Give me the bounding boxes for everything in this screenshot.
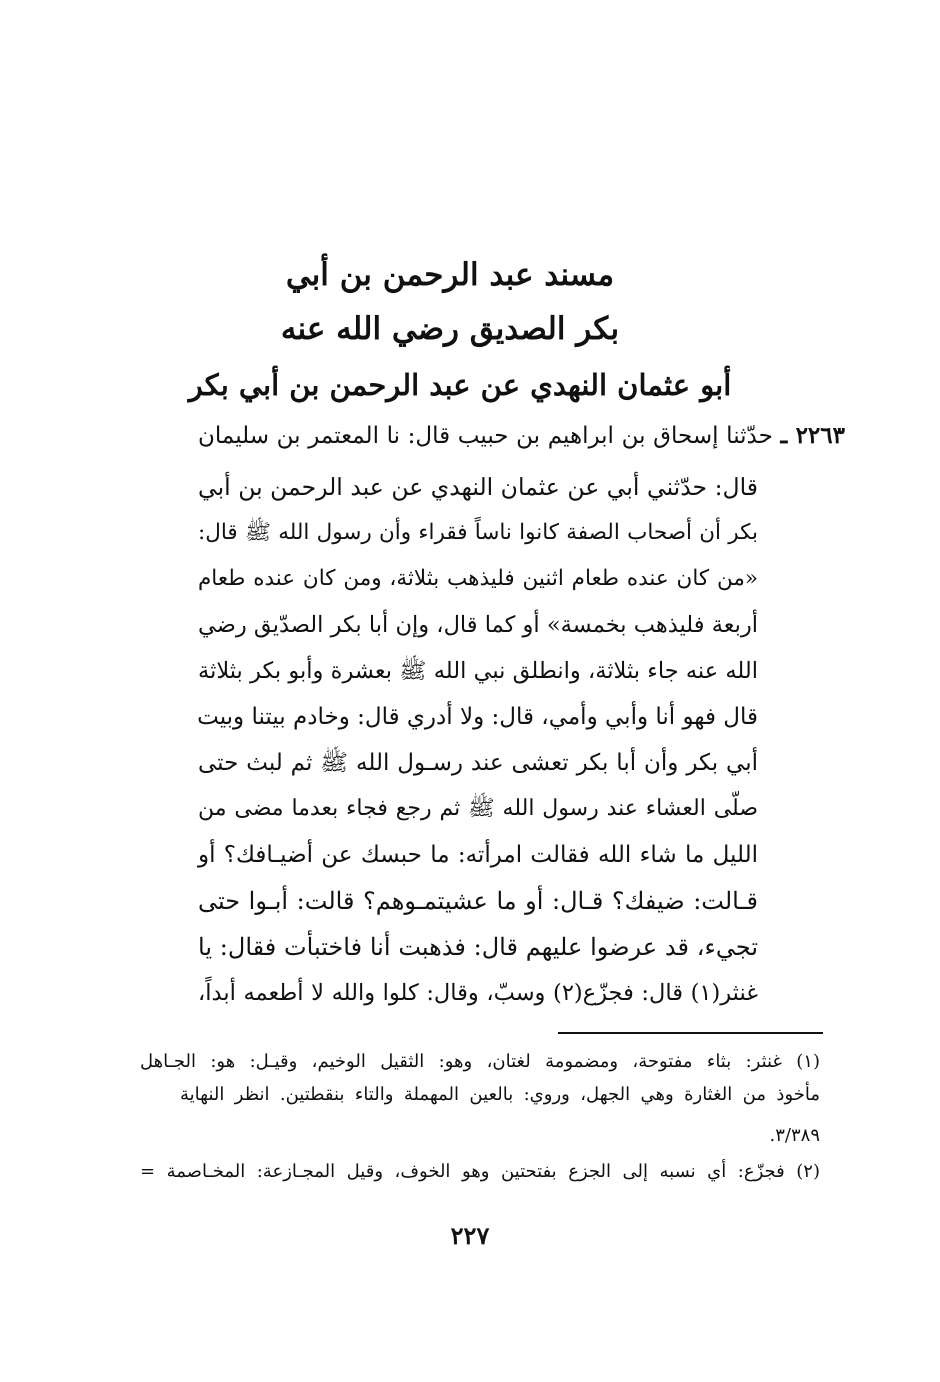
section-title-line-1: مسند عبد الرحمن بن أبي [285, 257, 615, 293]
hadith-line: أربعة فليذهب بخمسة» أو كما قال، وإن أبا بكر الصدّيق رضي [198, 612, 758, 638]
section-title-line-2: بكر الصديق رضي الله عنه [280, 311, 620, 347]
chain-subtitle: أبو عثمان النهدي عن عبد الرحمن بن أبي بكر [188, 368, 732, 402]
hadith-line: «من كان عنده طعام اثنين فليذهب بثلاثة، ومن كان عنده طعام [198, 566, 758, 591]
hadith-line: أبي بكر وأن أبا بكر تعشى عند رسـول الله ﷺ ثم لبث حتى [198, 750, 758, 776]
hadith-line: الله عنه جاء بثلاثة، وانطلق نبي الله ﷺ بعشرة وأبو بكر بثلاثة [198, 658, 758, 684]
hadith-line: بكر أن أصحاب الصفة كانوا ناساً فقراء وأن رسول الله ﷺ قال: [198, 520, 758, 545]
hadith-line: قال: حدّثني أبي عن عثمان النهدي عن عبد الرحمن بن أبي [198, 473, 758, 501]
hadith-line: قال فهو أنا وأبي وأمي، قال: ولا أدري قال: وخادم بيتنا وبيت [197, 704, 758, 730]
hadith-line: الليل ما شاء الله فقالت امرأته: ما حبسك عن أضيـافك؟ أو [198, 842, 758, 868]
footnote-1-line-2: مأخوذ من الغثارة وهي الجهل، وروي: بالعين المهملة والتاء بنقطتين. انظر النهاية [180, 1084, 820, 1105]
footnote-1-line-3: ٣/٣٨٩. [769, 1125, 820, 1146]
hadith-line: غنثر(١) قال: فجزّع(٢) وسبّ، وقال: كلوا والله لا أطعمه أبداً، [198, 980, 759, 1006]
hadith-line: قـالت: ضيفك؟ قـال: أو ما عشيتمـوهم؟ قالت: أبـوا حتى [198, 887, 758, 915]
footnote-1-line-1: (١) غنثر: بثاء مفتوحة، ومضمومة لغتان، وهو: الثقيل الوخيم، وقيـل: هو: الجـاهل [140, 1051, 820, 1072]
hadith-line: صلّى العشاء عند رسول الله ﷺ ثم رجع فجاء بعدما مضى من [198, 796, 758, 821]
footnote-2-line-1: (٢) فجزّع: أي نسبه إلى الجزع بفتحتين وهو الخوف، وقيل المجـازعة: المخـاصمة = [140, 1161, 820, 1182]
hadith-line: تجيء، قد عرضوا عليهم قال: فذهبت أنا فاختبأت فقال: يا [198, 933, 758, 961]
footnote-divider [558, 1032, 823, 1034]
hadith-first-line-text: حدّثنا إسحاق بن ابراهيم بن حبيب قال: نا المعتمر بن سليمان [198, 423, 773, 449]
page-number: ٢٢٧ [450, 1221, 490, 1250]
hadith-number: ٢٢٦٣ ـ [780, 422, 845, 449]
hadith-first-line [198, 414, 845, 458]
